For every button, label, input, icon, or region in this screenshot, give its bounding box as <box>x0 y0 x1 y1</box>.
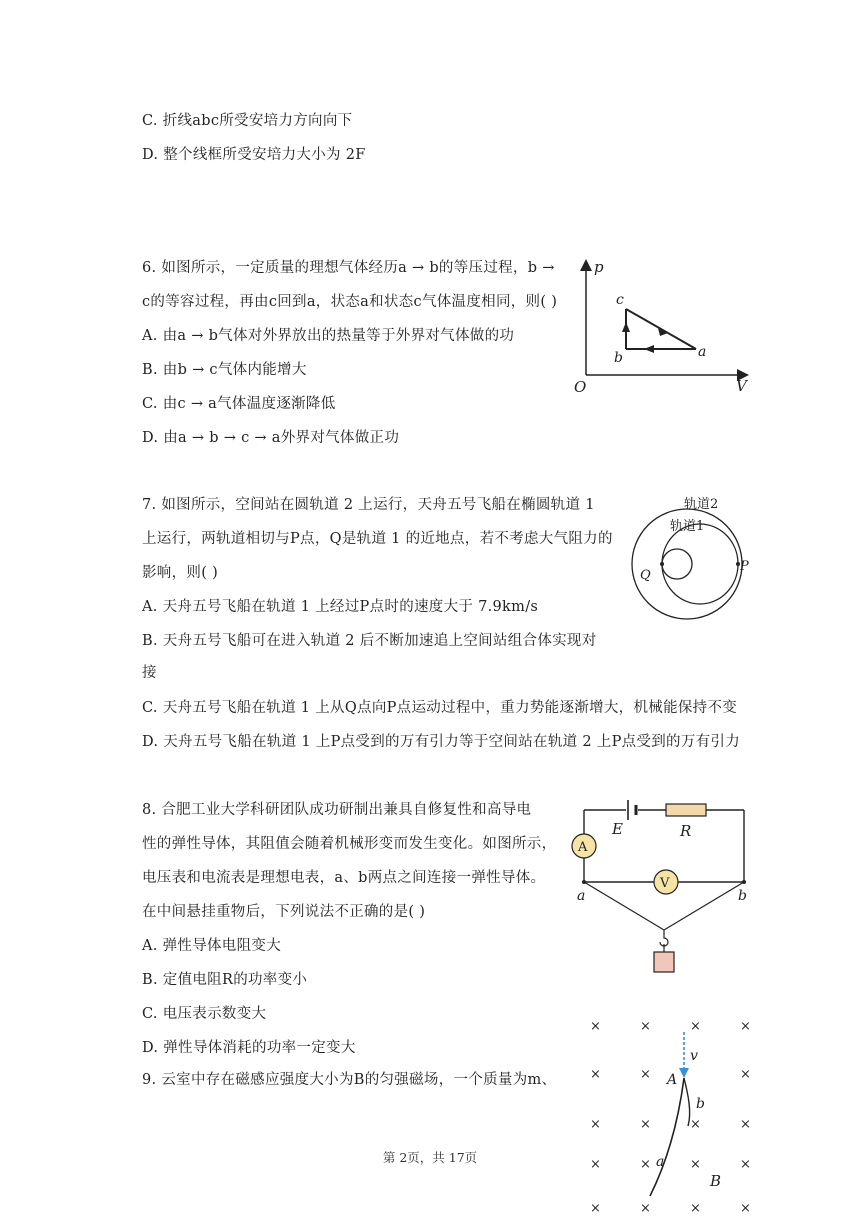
q9-field-cross: × <box>640 1117 651 1132</box>
q9-label-v: v <box>690 1048 698 1064</box>
q7-stem-line1: 7. 如图所示，空间站在圆轨道 2 上运行，天舟五号飞船在椭圆轨道 1 <box>142 497 595 513</box>
q9-field-cross: × <box>740 1157 751 1172</box>
q9-track-b <box>684 1078 690 1126</box>
q7-orbit-diagram <box>622 492 762 622</box>
q9-field-cross: × <box>640 1019 651 1034</box>
q9-magnetic-field-diagram <box>578 1014 760 1216</box>
q7-stem-line2: 上运行，两轨道相切与P点，Q是轨道 1 的近地点，若不考虑大气阻力的 <box>142 531 613 547</box>
q9-field-cross: × <box>640 1157 651 1172</box>
q6-label-p: p <box>594 258 604 276</box>
q7-label-orbit2: 轨道2 <box>684 497 719 512</box>
q7-option-d: D. 天舟五号飞船在轨道 1 上P点受到的万有引力等于空间站在轨道 2 上P点受到的万有引力 <box>142 734 741 750</box>
q7-option-b-line1: B. 天舟五号飞船可在进入轨道 2 后不断加速追上空间站组合体实现对 <box>142 633 597 649</box>
q8-stem-line3: 电压表和电流表是理想电表，a、b两点之间连接一弹性导体。 <box>142 870 546 886</box>
q5-option-c: C. 折线abc所受安培力方向向下 <box>142 113 353 129</box>
q6-option-d: D. 由a → b → c → a外界对气体做正功 <box>142 430 400 446</box>
q7-label-orbit1: 轨道1 <box>670 519 705 534</box>
q8-label-ammeter: A <box>578 840 588 855</box>
q9-field-cross: × <box>740 1019 751 1034</box>
q8-option-c: C. 电压表示数变大 <box>142 1006 267 1022</box>
q7-option-c: C. 天舟五号飞船在轨道 1 上从Q点向P点运动过程中，重力势能逐渐增大，机械能保持不变 <box>142 700 738 716</box>
q7-stem-line3: 影响，则( ) <box>142 565 219 581</box>
q9-field-cross: × <box>640 1201 651 1216</box>
q8-resistor <box>666 804 706 816</box>
q9-field-cross: × <box>690 1117 701 1132</box>
q8-point-b: b <box>738 888 747 904</box>
q6-option-a: A. 由a → b气体对外界放出的热量等于外界对气体做的功 <box>142 328 515 344</box>
q6-label-v: V <box>736 377 747 395</box>
q8-label-r: R <box>680 822 692 840</box>
q9-label-b: b <box>696 1096 705 1112</box>
q6-point-b: b <box>614 350 623 366</box>
q9-field-cross: × <box>590 1067 601 1082</box>
q8-point-a: a <box>577 888 586 904</box>
q9-field-cross: × <box>590 1157 601 1172</box>
q8-option-a: A. 弹性导体电阻变大 <box>142 938 281 954</box>
q9-field-cross: × <box>690 1157 701 1172</box>
q7-point-q: Q <box>640 568 651 583</box>
q6-label-o: O <box>574 378 587 396</box>
q9-field-cross: × <box>690 1019 701 1034</box>
q5-option-d: D. 整个线框所受安培力大小为 2F <box>142 147 366 163</box>
q8-stem-line4: 在中间悬挂重物后，下列说法不正确的是( ) <box>142 904 426 920</box>
q6-option-b: B. 由b → c气体内能增大 <box>142 362 307 378</box>
q6-stem-line2: c的等容过程，再由c回到a，状态a和状态c气体温度相同，则( ) <box>142 294 558 310</box>
q8-stem-line1: 8. 合肥工业大学科研团队成功研制出兼具自修复性和高导电 <box>142 802 532 818</box>
q9-point-a: A <box>667 1072 678 1088</box>
q9-field-cross: × <box>590 1117 601 1132</box>
q9-field-cross: × <box>740 1067 751 1082</box>
q8-option-b: B. 定值电阻R的功率变小 <box>142 972 308 988</box>
q8-label-e: E <box>612 820 623 838</box>
q7-option-b-line2: 接 <box>142 665 157 681</box>
q6-point-a: a <box>698 344 707 360</box>
q8-label-voltmeter: V <box>660 876 670 891</box>
q8-weight <box>654 952 674 972</box>
q9-field-cross: × <box>740 1117 751 1132</box>
q8-stem-line2: 性的弹性导体，其阻值会随着机械形变而发生变化。如图所示， <box>142 836 557 852</box>
q8-option-d: D. 弹性导体消耗的功率一定变大 <box>142 1040 356 1056</box>
q9-field-cross: × <box>690 1201 701 1216</box>
q7-earth <box>662 549 692 579</box>
q6-stem-line1: 6. 如图所示，一定质量的理想气体经历a → b的等压过程，b → <box>142 260 555 276</box>
q9-label-a: a <box>656 1154 665 1170</box>
q9-track-a <box>650 1078 684 1196</box>
q6-option-c: C. 由c → a气体温度逐渐降低 <box>142 396 336 412</box>
q9-label-field: B <box>710 1172 722 1190</box>
page-footer: 第 2页，共 17页 <box>382 1150 478 1165</box>
q9-field-cross: × <box>740 1201 751 1216</box>
q9-stem-line1: 9. 云室中存在磁感应强度大小为B的匀强磁场，一个质量为m、 <box>142 1072 557 1088</box>
q9-field-cross: × <box>590 1201 601 1216</box>
q6-point-c: c <box>616 292 624 308</box>
q9-field-cross: × <box>640 1067 651 1082</box>
q8-elastic-conductor <box>584 882 664 930</box>
q7-orbit-1 <box>662 524 738 604</box>
q6-pv-diagram <box>568 252 758 397</box>
q7-point-p: P <box>740 559 749 574</box>
q9-field-cross: × <box>590 1019 601 1034</box>
q7-option-a: A. 天舟五号飞船在轨道 1 上经过P点时的速度大于 7.9km/s <box>142 599 539 615</box>
q8-circuit-diagram <box>566 796 756 981</box>
